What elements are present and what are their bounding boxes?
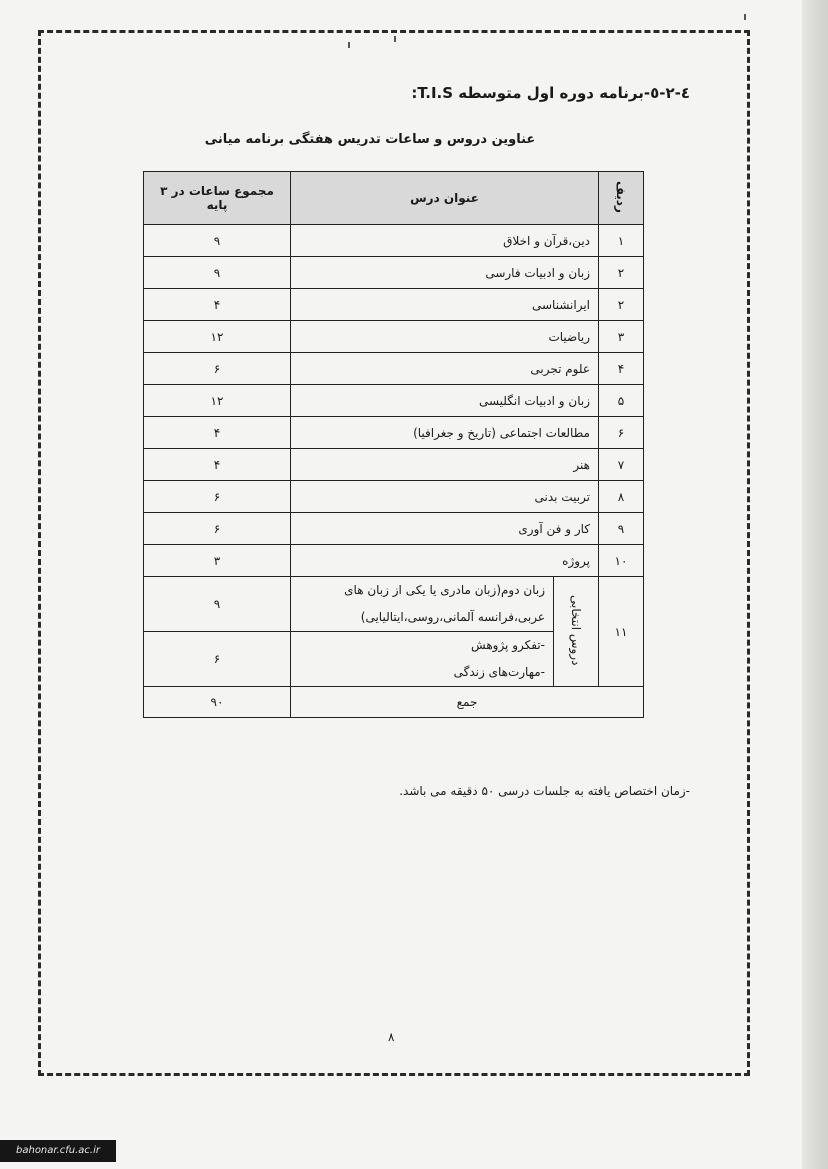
header-row-number: ردیف bbox=[599, 172, 644, 225]
scan-mark bbox=[744, 14, 746, 20]
row-number: ۱۱ bbox=[599, 577, 644, 687]
course-title: ریاضیات bbox=[291, 321, 599, 353]
section-heading: ٤-٢-٥-برنامه دوره اول متوسطه T.I.S: bbox=[411, 84, 690, 102]
table-row bbox=[144, 225, 644, 257]
row-number: ۴ bbox=[599, 353, 644, 385]
row-number: ۳ bbox=[599, 321, 644, 353]
course-title: زبان و ادبیات فارسی bbox=[291, 257, 599, 289]
row-number: ۱۰ bbox=[599, 545, 644, 577]
table-row bbox=[144, 449, 644, 481]
course-hours: ۴ bbox=[144, 289, 291, 321]
course-hours: ۶ bbox=[144, 513, 291, 545]
course-title: علوم تجربی bbox=[291, 353, 599, 385]
watermark-link[interactable]: bahonar.cfu.ac.ir bbox=[0, 1140, 116, 1162]
course-hours: ۹ bbox=[144, 257, 291, 289]
course-title: پروژه bbox=[291, 545, 599, 577]
course-title: کار و فن آوری bbox=[291, 513, 599, 545]
table-row bbox=[144, 289, 644, 321]
course-hours: ۱۲ bbox=[144, 321, 291, 353]
table-row bbox=[144, 257, 644, 289]
row-number: ۸ bbox=[599, 481, 644, 513]
total-label: جمع bbox=[291, 687, 644, 718]
course-hours: ۶ bbox=[144, 481, 291, 513]
table-row bbox=[144, 321, 644, 353]
total-row bbox=[144, 687, 644, 718]
table-row bbox=[144, 417, 644, 449]
table-row bbox=[144, 513, 644, 545]
elective-course-thinking-life-skills: -تفکرو پژوهش -مهارت‌های زندگی bbox=[291, 632, 554, 687]
header-course-title: عنوان درس bbox=[291, 172, 599, 225]
row-number: ۲ bbox=[599, 289, 644, 321]
course-hours: ۳ bbox=[144, 545, 291, 577]
total-hours: ۹۰ bbox=[144, 687, 291, 718]
course-hours: ۴ bbox=[144, 449, 291, 481]
course-title: هنر bbox=[291, 449, 599, 481]
header-total-hours: مجموع ساعات در ۳ پایه bbox=[144, 172, 291, 225]
page-number: ۸ bbox=[388, 1030, 395, 1044]
row-number: ۵ bbox=[599, 385, 644, 417]
course-hours: ۹ bbox=[144, 225, 291, 257]
course-hours: ۹ bbox=[144, 577, 291, 632]
table-caption: عناوین دروس و ساعات تدریس هفتگی برنامه میانی bbox=[204, 132, 536, 147]
course-hours: ۴ bbox=[144, 417, 291, 449]
course-title: تربیت بدنی bbox=[291, 481, 599, 513]
row-number: ۲ bbox=[599, 257, 644, 289]
row-number: ۶ bbox=[599, 417, 644, 449]
course-title: ایرانشناسی bbox=[291, 289, 599, 321]
course-hours: ۶ bbox=[144, 632, 291, 687]
course-title: دین،قرآن و اخلاق bbox=[291, 225, 599, 257]
table-row bbox=[144, 545, 644, 577]
row-number: ۱ bbox=[599, 225, 644, 257]
elective-course-second-language: زبان دوم(زبان مادری یا یکی از زبان های عربی،فرانسه آلمانی،روسی،ایتالیایی) bbox=[291, 577, 554, 632]
elective-group-label: دروس انتخابی bbox=[554, 577, 599, 687]
course-title: مطالعات اجتماعی (تاریخ و جغرافیا) bbox=[291, 417, 599, 449]
footnote: -زمان اختصاص یافته به جلسات درسی ۵۰ دقیقه می باشد. bbox=[399, 784, 690, 798]
table-row bbox=[144, 481, 644, 513]
table-header-row bbox=[144, 172, 644, 225]
elective-row bbox=[144, 577, 644, 632]
course-hours: ۱۲ bbox=[144, 385, 291, 417]
row-number: ۹ bbox=[599, 513, 644, 545]
page-edge-shadow bbox=[802, 0, 828, 1169]
row-number: ۷ bbox=[599, 449, 644, 481]
course-hours: ۶ bbox=[144, 353, 291, 385]
courses-table bbox=[143, 171, 644, 718]
table-row bbox=[144, 385, 644, 417]
table-row bbox=[144, 353, 644, 385]
course-title: زبان و ادبیات انگلیسی bbox=[291, 385, 599, 417]
